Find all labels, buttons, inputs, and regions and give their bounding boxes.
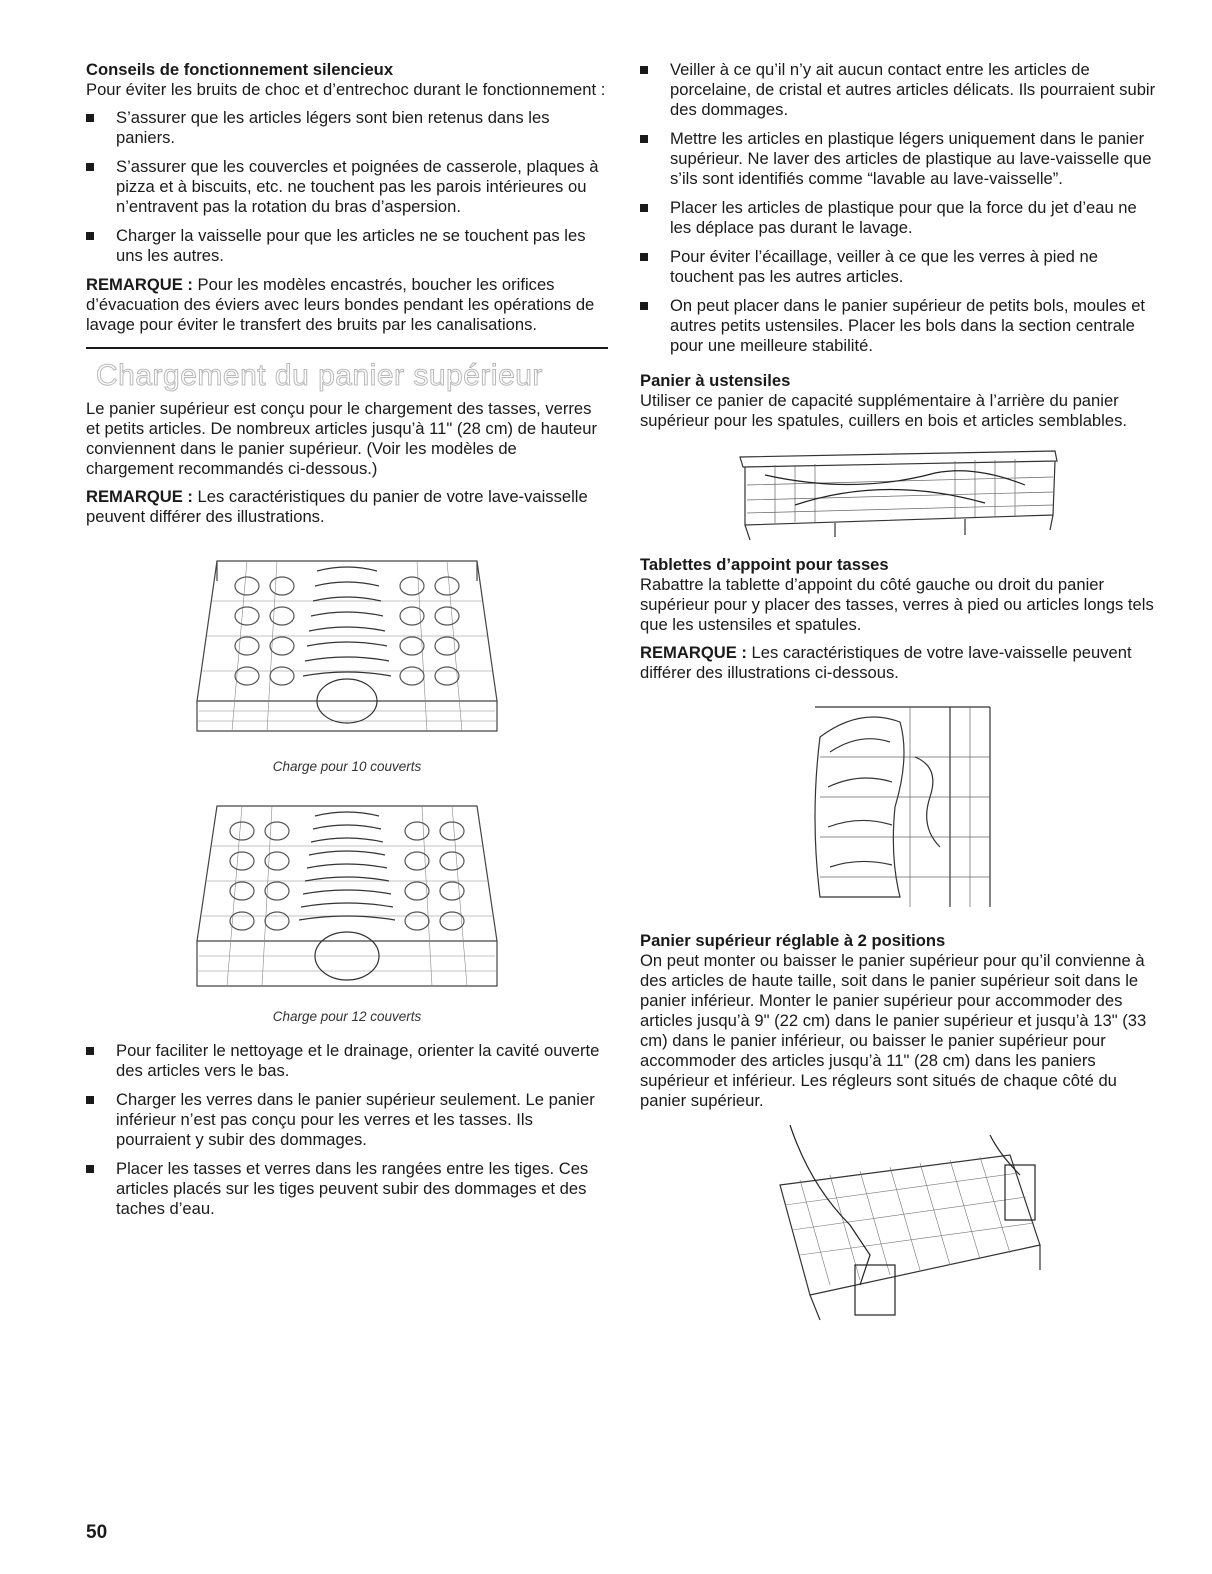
list-item: On peut placer dans le panier supérieur de petits bols, moules et autres petits ustensiles. Placer les bols dans la section centrale pour une meilleure stabilité. [640,296,1160,356]
page-number: 50 [86,1522,108,1543]
list-item: S’assurer que les couvercles et poignées de casserole, plaques à pizza et à biscuits, etc. ne touchent pas les parois intérieures ou n’entravent pas la rotation du bras d’aspersion. [86,157,608,217]
section-intro: Le panier supérieur est conçu pour le chargement des tasses, verres et petits articles. De nombreux articles jusqu’à 11" (28 cm) de hauteur conviennent dans le panier supérieur. (Voir les modèles de chargement recommandés ci-dessous.) [86,399,598,478]
list-item: Mettre les articles en plastique légers uniquement dans le panier supérieur. Ne laver des articles de plastique au lave-vaisselle que s’ils sont identifiés comme “lavable au lave-vaisselle”. [640,129,1160,189]
list-item: S’assurer que les articles légers sont bien retenus dans les paniers. [86,108,608,148]
list-item: Charger la vaisselle pour que les articles ne se touchent pas les uns les autres. [86,226,608,266]
loading-tips-list [86,1041,608,1219]
quiet-operation-list [86,108,608,266]
right-column [640,60,1160,1325]
list-item: Charger les verres dans le panier supérieur seulement. Le panier inférieur n’est pas conçu pour les verres et les tasses. Ils pourraient y subir des dommages. [86,1090,608,1150]
note-text: Pour les modèles encastrés, boucher les orifices d’évacuation des éviers avec leurs bondes pendant les opérations de lavage pour éviter le transfert des bruits par les canalisations. [86,275,595,334]
list-item: Pour faciliter le nettoyage et le drainage, orienter la cavité ouverte des articles vers le bas. [86,1041,608,1081]
section-divider [86,347,608,349]
cup-shelf-illustration [800,697,1000,917]
cup-shelves-heading: Tablettes d’appoint pour tasses [640,555,889,574]
cup-shelves-note [640,643,1160,683]
list-item: Placer les tasses et verres dans les rangées entre les tiges. Ces articles placés sur les tiges peuvent subir des dommages et des taches d’eau. [86,1159,608,1219]
quiet-operation-heading: Conseils de fonctionnement silencieux [86,60,394,79]
note-text: Les caractéristiques de votre lave-vaisselle peuvent différer des illustrations ci-dessous. [640,643,1132,682]
cup-shelves-text: Rabattre la tablette d’appoint du côté gauche ou droit du panier supérieur pour y placer des tasses, verres à pied ou articles longs tels que les ustensiles et spatules. [640,575,1154,634]
quiet-operation-note [86,275,608,335]
rack-10-place-settings-illustration [187,541,507,751]
list-item: Pour éviter l’écaillage, veiller à ce que les verres à pied ne touchent pas les autres articles. [640,247,1160,287]
adjustable-rack-text: On peut monter ou baisser le panier supérieur pour qu’il convienne à des articles de haute taille, soit dans le panier supérieur soit dans le panier inférieur. Monter le panier supérieur pour accommoder des articles jusqu’à 9" (22 cm) dans le panier supérieur et jusqu’à 13" (33 cm) dans le panier inférieur, ou baisser le panier supérieur pour accommoder des articles jusqu’à 11" (28 cm) dans les paniers supérieur et inférieur. Les régleurs sont situés de chaque côté du panier supérieur. [640,951,1147,1110]
note-text: Les caractéristiques du panier de votre lave-vaisselle peuvent différer des illustrations. [86,487,588,526]
rack-12-place-settings-illustration [187,791,507,1001]
note-label: REMARQUE : [640,643,747,662]
list-item: Veiller à ce qu’il n’y ait aucun contact entre les articles de porcelaine, de cristal et autres articles délicats. Ils pourraient subir des dommages. [640,60,1160,120]
section-note [86,487,608,527]
adjustable-rack-heading: Panier supérieur réglable à 2 positions [640,931,946,950]
utensil-basket-heading: Panier à ustensiles [640,371,791,390]
utensil-basket-text: Utiliser ce panier de capacité supplémentaire à l’arrière du panier supérieur pour les spatules, cuillers en bois et articles semblables. [640,391,1127,430]
left-column [86,60,608,1228]
note-label: REMARQUE : [86,487,193,506]
list-item: Placer les articles de plastique pour que la force du jet d’eau ne les déplace pas durant le lavage. [640,198,1160,238]
quiet-operation-intro: Pour éviter les bruits de choc et d’entrechoc durant le fonctionnement : [86,80,606,99]
section-title: Chargement du panier supérieur [96,359,543,392]
utensil-basket-illustration [735,445,1065,545]
figure-caption-12: Charge pour 12 couverts [272,1009,422,1024]
figure-caption-10: Charge pour 10 couverts [272,759,422,774]
delicate-items-list [640,60,1160,356]
note-label: REMARQUE : [86,275,193,294]
adjustable-rack-illustration [750,1125,1050,1325]
